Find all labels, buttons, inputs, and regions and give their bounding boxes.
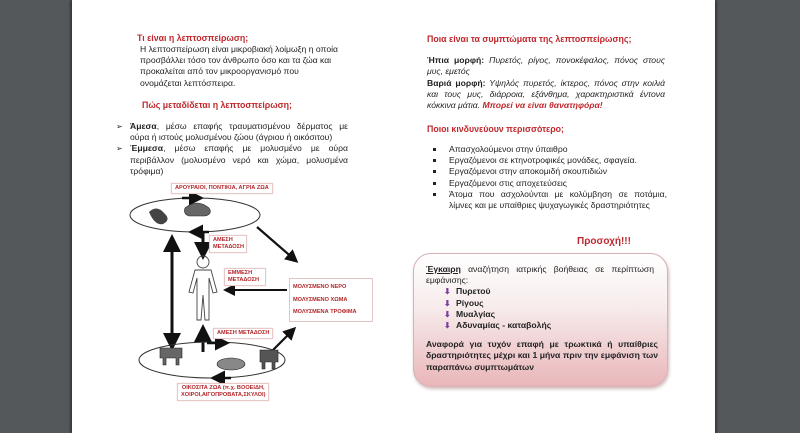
wild-animals-label: ΑΡΟΥΡΑΙΟΙ, ΠΟΝΤΙΚΙΑ, ΑΓΡΙΑ ΖΩΑ — [171, 183, 273, 194]
risk-list — [427, 144, 667, 211]
mild-form — [427, 55, 665, 77]
attention-symptom: ⬇ Πυρετού — [444, 286, 658, 297]
indirect-transmission-label: ΕΜΜΕΣΗ ΜΕΤΑΔΟΣΗ — [224, 268, 266, 286]
env-item-water: ΜΟΛΥΣΜΕΝΟ ΝΕΡΟ — [293, 284, 347, 290]
domestic-label-line2: ΧΟΙΡΟΙ,ΑΙΓΟΠΡΟΒΑΤΑ,ΣΚΥΛΟΙ) — [181, 392, 266, 398]
attention-heading: Προσοχή!!! — [577, 236, 631, 247]
mild-form-text: Πυρετός, ρίγος, πονοκέφαλος, πόνος στους μυς, εμετός — [427, 55, 665, 77]
direct-transmission-bottom-label: ΑΜΕΣΗ ΜΕΤΑΔΟΣΗ — [213, 328, 273, 339]
risk-item: Εργαζόμενοι στην αποκομιδή σκουπιδιών — [427, 166, 667, 177]
what-is-body: Η λεπτοσπείρωση είναι μικροβιακή λοίμωξη η οποία προσβάλλει τόσο τον άνθρωπο όσο και τα ζώα και προκαλείται από τον μικροοργανισμό που ονομάζεται λεπτόσπειρα. — [140, 44, 338, 88]
risk-item: Απασχολούμενοι στην ύπαιθρο — [427, 144, 667, 155]
transmission-heading: Πώς μεταδίδεται η λεπτοσπείρωση; — [142, 100, 292, 110]
severe-form — [427, 78, 665, 112]
direct-text: , μέσω επαφής τραυματισμένου δέρματος με ούρα ή ιστούς μολυσμένου ζώου (άγριου ή οικόσιτου) — [130, 121, 348, 143]
severe-form-warning: Μπορεί να είναι θανατηφόρα! — [482, 100, 603, 111]
what-is-heading: Τι είναι η λεπτοσπείρωση; — [137, 33, 249, 43]
rat-icon — [149, 208, 168, 224]
pig-icon — [217, 358, 245, 370]
attention-lead — [426, 264, 654, 286]
transmission-diagram — [127, 180, 387, 400]
direct-label: Άμεσα — [130, 121, 157, 131]
severe-form-label: Βαριά μορφή: — [427, 78, 486, 88]
human-icon — [189, 256, 217, 320]
attention-content — [426, 264, 658, 373]
transmission-indirect — [116, 143, 348, 177]
attention-symptom: ⬇ Ρίγους — [444, 298, 658, 309]
direct-transmission-top-label: ΑΜΕΣΗ ΜΕΤΑΔΟΣΗ — [209, 235, 247, 253]
env-item-soil: ΜΟΛΥΣΜΕΝΟ ΧΩΜΑ — [293, 296, 348, 303]
attention-lead-text: αναζήτηση ιατρικής βοήθειας σε περίπτωση εμφάνισης: — [426, 264, 654, 286]
indirect-label: Έμμεσα — [130, 143, 164, 154]
env-item-food: ΜΟΛΥΣΜΕΝΑ ΤΡΟΦΙΜΑ — [293, 309, 357, 315]
attention-lead-underlined: Έγκαιρη — [426, 264, 461, 274]
attention-symptom: ⬇ Αδυναμίας - καταβολής — [444, 320, 658, 331]
risk-heading: Ποιοι κινδυνεύουν περισσότερο; — [427, 124, 564, 134]
attention-symptom: ⬇ Μυαλγίας — [444, 309, 658, 320]
mild-form-label: Ήπια μορφή: — [427, 55, 485, 65]
domestic-label-line1: ΟΙΚΟΣΙΤΑ ΖΩΑ (π.χ. ΒΟΟΕΙΔΗ, — [181, 385, 265, 391]
risk-item: Εργαζόμενοι σε κτηνοτροφικές μονάδες, σφαγεία. — [427, 155, 667, 166]
transmission-direct — [116, 121, 348, 143]
indirect-text: , μέσω επαφής με μολυσμένο με ούρα περιβάλλον (μολυσμένο νερό και χώμα, μολυσμένα τρόφιμα) — [130, 143, 348, 176]
severe-form-text: Υψηλός πυρετός, ίκτερος, πόνος στην κοιλιά και τους μυς, διάρροια, εξάνθημα, χαρακτηριστικά έντονα κόκκινα μάτια. — [427, 78, 665, 111]
risk-item: Άτομα που ασχολούνται με κολύμβηση σε ποτάμια, λίμνες και με υπαίθριες ψυχαγωγικές δραστηριότητες — [427, 189, 667, 211]
goat-icon — [260, 350, 278, 369]
cow-icon — [160, 348, 182, 365]
mouse-icon — [185, 203, 211, 216]
attention-symptom-list — [444, 286, 658, 331]
domestic-animals-label — [177, 383, 269, 401]
symptoms-heading: Ποια είναι τα συμπτώματα της λεπτοσπείρωσης; — [427, 34, 632, 44]
attention-box — [413, 253, 668, 387]
transmission-list — [116, 121, 348, 177]
environment-box — [289, 278, 373, 322]
document-page — [72, 0, 715, 433]
attention-note: Αναφορά για τυχόν επαφή με τρωκτικά ή υπαίθριες δραστηριότητες μέχρι και 1 μήνα πριν την εμφάνιση των παραπάνω συμπτωμάτων — [426, 339, 658, 372]
risk-item: Εργαζόμενοι στις αποχετεύσεις — [427, 178, 667, 189]
